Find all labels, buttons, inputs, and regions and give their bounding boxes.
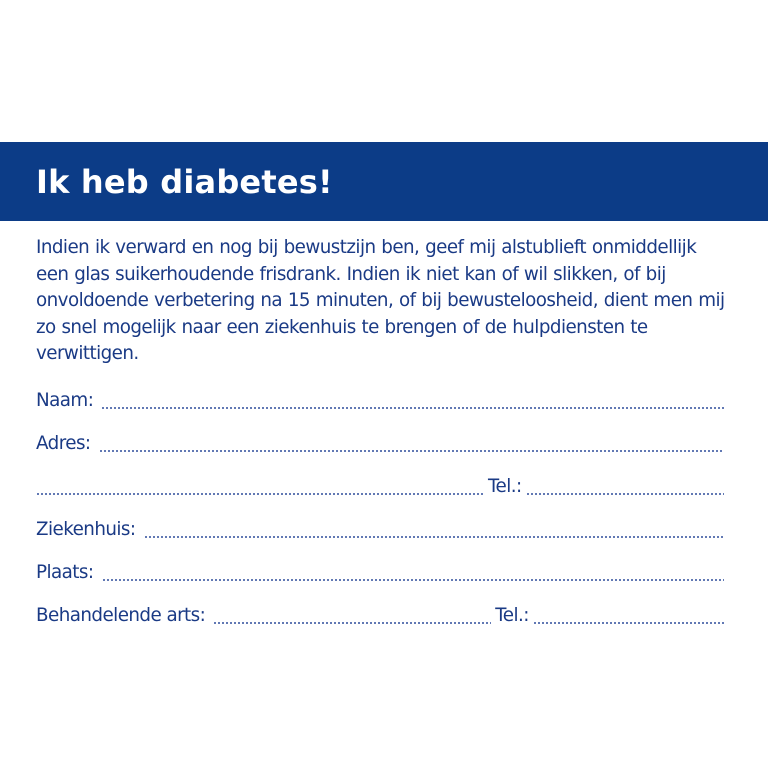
diabetes-card <box>0 142 768 644</box>
name-fill-line <box>101 406 724 410</box>
title-banner <box>0 142 768 221</box>
name-label: Naam: <box>36 389 94 411</box>
place-label: Plaats: <box>36 561 94 583</box>
address-label: Adres: <box>36 432 91 454</box>
card-title: Ik heb diabetes! <box>36 162 333 201</box>
hospital-row <box>36 515 724 541</box>
doctor-tel-fill-line <box>533 621 724 625</box>
name-row <box>36 386 724 412</box>
place-row <box>36 558 724 584</box>
doctor-fill-line <box>213 621 491 625</box>
address-continued-fill-line <box>36 492 484 496</box>
doctor-label: Behandelende arts: <box>36 604 206 626</box>
doctor-row <box>36 601 724 627</box>
address-fill-line <box>99 449 724 453</box>
place-fill-line <box>102 578 724 582</box>
address-row <box>36 429 724 455</box>
doctor-tel-label: Tel.: <box>495 604 529 626</box>
hospital-label: Ziekenhuis: <box>36 518 136 540</box>
contact-form <box>36 386 724 627</box>
hospital-fill-line <box>144 535 724 539</box>
tel-fill-line <box>526 492 724 496</box>
instructions-text: Indien ik verward en nog bij bewustzijn ben, geef mij alstublieft onmiddellijk een glas suikerhoudende frisdrank. Indien ik niet kan of wil slikken, of bij onvoldoende verbetering na 15 minuten, of bij bewusteloosheid, dient men mij zo snel mogelijk naar een ziekenhuis te brengen of de hulpdiensten te verwittigen. <box>36 237 725 364</box>
tel-label: Tel.: <box>488 475 522 497</box>
address-tel-row <box>36 472 724 498</box>
